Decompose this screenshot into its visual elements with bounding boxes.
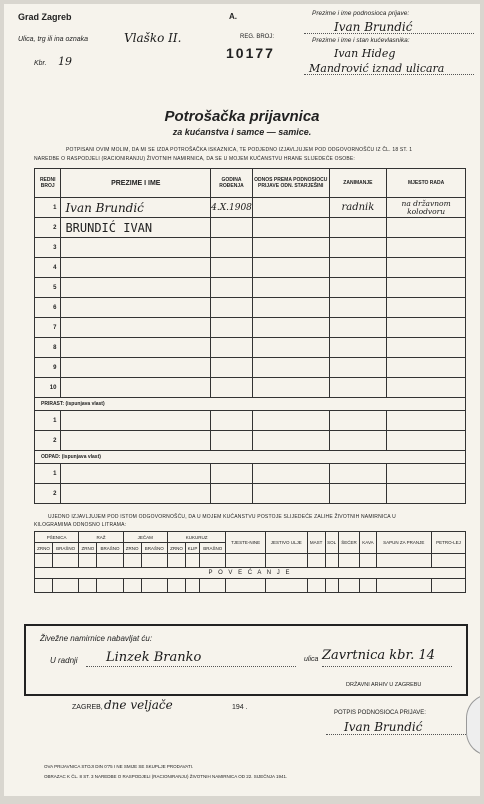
reg-label: REG. BROJ:	[240, 34, 275, 40]
kbr-value: 19	[58, 55, 72, 68]
supplier-box	[24, 624, 468, 696]
stock-group: SOL	[325, 532, 338, 554]
persons-table	[34, 168, 466, 504]
table-row	[35, 298, 466, 318]
stock-group: TJESTE-NINE	[226, 532, 265, 554]
archive-stamp: DRŽAVNI ARHIV U ZAGREBU	[346, 682, 422, 688]
person-year: 4.X.1908	[211, 198, 253, 218]
row-number: 2	[35, 484, 61, 504]
table-row	[35, 198, 466, 218]
street-line	[322, 666, 452, 667]
person-name: BRUNDIĆ IVAN	[61, 218, 211, 238]
signature-label: POTPIS PODNOSIOCA PRIJAVE:	[334, 710, 426, 716]
stock-sub: BRAŠNO	[53, 543, 79, 554]
table-row	[35, 378, 466, 398]
intro-line-2: NAREDBE O RASPODJELI (RACIONIRANJU) ŽIVOTNIH NAMIRNICA, DA SE U MOJEM KUĆANSTVU HRANE SLIJEDEĆE OSOBE:	[34, 156, 356, 162]
table-row	[35, 358, 466, 378]
stock-group: MAST	[307, 532, 325, 554]
stock-group: ŠEĆER	[338, 532, 360, 554]
intro-line-1: POTPISANI OVIM MOLIM, DA MI SE IZDA POTROŠAČKA ISKAZNICA, TE PODJEDNO IZJAVLJUJEM POD ODGOVORNOŠĆU IZ ČL. 18 ST. 1	[66, 147, 413, 153]
signature-line	[326, 734, 466, 735]
stock-group: KAVA	[360, 532, 376, 554]
applicant-label: Prezime i ime podnosioca prijave:	[312, 10, 410, 17]
form-subtitle: za kućanstva i samce — samice.	[172, 127, 312, 137]
stock-intro-2: KILOGRAMIMA ODNOSNO LITRAMA:	[34, 522, 127, 528]
row-number: 1	[35, 198, 61, 218]
stock-sub: ZRNO	[79, 543, 97, 554]
city-label: Grad Zagreb	[18, 12, 72, 22]
person-occupation: radnik	[329, 198, 387, 218]
col-header-year: GODINA ROĐENJA	[211, 169, 253, 198]
owner-value-1: Ivan Hideg	[334, 47, 396, 60]
form-title: Potrošačka prijavnica	[164, 108, 320, 125]
stock-group: PETRO-LEJ	[432, 532, 466, 554]
person-year	[211, 218, 253, 238]
street-value: Vlaško II.	[124, 31, 182, 45]
stock-group: JESTIVO ULJE	[265, 532, 307, 554]
shop-label: U radnji	[50, 656, 78, 665]
stock-sub: BRAŠNO	[141, 543, 167, 554]
footer-note-1: OVA PRIJAVNICA STOJI DIN 0'75 I NE SMIJE SE SKUPLJE PRODAVATI.	[44, 764, 194, 769]
owner-value-2: Mandrović iznad ulicara	[309, 62, 445, 75]
signature-value: Ivan Brundić	[344, 720, 423, 734]
col-header-occupation: ZANIMANJE	[329, 169, 387, 198]
owner-line	[304, 74, 474, 75]
col-header-workplace: MJESTO RADA	[387, 169, 466, 198]
form-page	[4, 4, 480, 796]
stock-table	[34, 531, 466, 593]
prirast-label: PRIRAST: (ispunjava vlast)	[35, 398, 466, 411]
person-name: Ivan Brundić	[61, 198, 211, 218]
box-street-value: Zavrtnica kbr. 14	[322, 648, 436, 663]
table-row	[35, 484, 466, 504]
person-relation	[252, 218, 329, 238]
box-street-label: ulica	[304, 656, 319, 663]
table-row	[35, 318, 466, 338]
footer-date: dne veljače	[104, 698, 173, 712]
row-number: 2	[35, 431, 61, 451]
col-header-no: REDNI BROJ	[35, 169, 61, 198]
street-label: Ulica, trg ili ina oznaka	[18, 36, 89, 43]
row-number: 1	[35, 464, 61, 484]
row-number: 6	[35, 298, 61, 318]
table-row	[35, 278, 466, 298]
stock-group: KUKURUZ	[167, 532, 225, 543]
row-number: 3	[35, 238, 61, 258]
row-number: 2	[35, 218, 61, 238]
stock-sub: ZRNO	[35, 543, 53, 554]
povecanje-label: P O V E Ć A N J E	[35, 568, 466, 579]
shop-value: Linzek Branko	[106, 650, 202, 665]
stock-group: RAŽ	[79, 532, 123, 543]
person-workplace: na državnom kolodvoru	[387, 198, 466, 218]
footer-year: 194 .	[232, 704, 248, 711]
table-row	[35, 218, 466, 238]
stock-group: PŠENICA	[35, 532, 79, 543]
row-number: 8	[35, 338, 61, 358]
stock-sub: ZRNO	[167, 543, 185, 554]
row-number: 4	[35, 258, 61, 278]
supplier-label: Živežne namirnice nabavljat ću:	[40, 634, 153, 643]
row-number: 5	[35, 278, 61, 298]
stock-sub: BRAŠNO	[97, 543, 123, 554]
table-row	[35, 464, 466, 484]
owner-label: Prezime i ime i stan kućevlasnika:	[312, 37, 410, 44]
stock-sub: ZRNO	[123, 543, 141, 554]
row-number: 7	[35, 318, 61, 338]
applicant-value: Ivan Brundić	[334, 20, 413, 34]
shop-line	[86, 666, 296, 667]
punch-hole	[466, 694, 480, 756]
kbr-label: Kbr.	[34, 60, 47, 67]
footer-place: ZAGREB,	[72, 704, 103, 711]
stock-intro-1: UJEDNO IZJAVLJUJEM POD ISTOM ODGOVORNOŠĆU, DA U MOJEM KUĆANSTVU POSTOJE SLIJEDEĆE ZALIHE ŽIVOTNIH NAMIRNICA U	[48, 514, 396, 520]
stock-sub: BRAŠNO	[200, 543, 226, 554]
odpad-label: ODPAD: (ispunjava vlast)	[35, 451, 466, 464]
stock-group: JEČAM	[123, 532, 167, 543]
form-letter: A.	[229, 12, 237, 21]
col-header-name: PREZIME I IME	[61, 169, 211, 198]
reg-number: 10177	[226, 45, 275, 61]
person-occupation	[329, 218, 387, 238]
col-header-relation: ODNOS PREMA PODNOSIOCU PRIJAVE ODN. STARJEŠINI	[252, 169, 329, 198]
table-row	[35, 431, 466, 451]
row-number: 1	[35, 411, 61, 431]
stock-group: SAPUN ZA PRANJE	[376, 532, 431, 554]
table-row	[35, 411, 466, 431]
applicant-line	[304, 33, 474, 34]
table-row	[35, 238, 466, 258]
table-row	[35, 258, 466, 278]
person-workplace	[387, 218, 466, 238]
row-number: 9	[35, 358, 61, 378]
row-number: 10	[35, 378, 61, 398]
person-relation	[252, 198, 329, 218]
footer-note-2: OBRAZAC K ČL. 8 ST. 3 NAREDBE O RASPODJELI (RACIONIRANJU) ŽIVOTNIH NAMIRNICA OD 22. SIJEČNJA 1941.	[44, 774, 288, 779]
stock-sub: KLIP	[185, 543, 199, 554]
table-row	[35, 338, 466, 358]
